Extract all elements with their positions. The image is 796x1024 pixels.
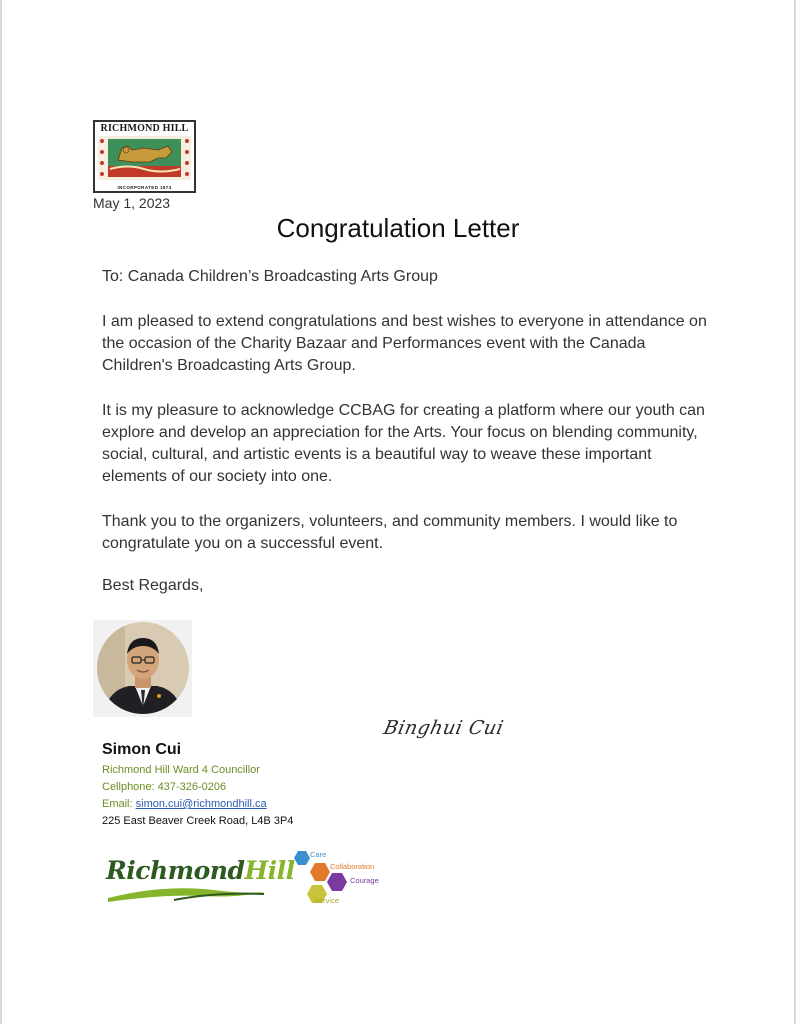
wordmark-richmond: Richmond xyxy=(106,856,245,885)
crest-emblem-icon xyxy=(98,136,191,180)
signer-phone: Cellphone: 437-326-0206 xyxy=(102,781,227,793)
crest-incorporated: INCORPORATED 1873 xyxy=(117,185,172,190)
wordmark-hill: Hill xyxy=(244,856,295,885)
body-paragraph: Thank you to the organizers, volunteers, and community members. I would like to congratulate you on a successful event. xyxy=(102,513,678,552)
portrait-photo xyxy=(93,620,192,717)
value-service: Service xyxy=(314,896,340,905)
richmond-hill-logo xyxy=(104,852,295,906)
handwritten-signature: Binghui Cui xyxy=(381,717,506,739)
value-care: Care xyxy=(310,850,327,859)
letter-date: May 1, 2023 xyxy=(93,195,171,211)
richmond-hill-crest xyxy=(93,120,196,193)
body-paragraph: It is my pleasure to acknowledge CCBAG for creating a platform where our youth can explore and develop an appreciation for the Arts. Your focus on blending community, social, cultural, and artistic events is a beautiful way to weave these important elements of our society into one. xyxy=(102,402,705,485)
person-portrait-icon xyxy=(95,620,191,717)
value-courage: Courage xyxy=(350,876,379,885)
email-link[interactable]: simon.cui@richmondhill.ca xyxy=(135,798,267,810)
richmond-hill-wordmark xyxy=(106,856,295,885)
signer-email-line xyxy=(102,797,267,811)
body-paragraph: I am pleased to extend congratulations and best wishes to everyone in attendance on the occasion of the Charity Bazaar and Performances event with the Canada Children's Broadcasting Arts Group. xyxy=(102,313,707,374)
signer-address: 225 East Beaver Creek Road, L4B 3P4 xyxy=(102,815,294,827)
page-edge-left xyxy=(0,0,2,1024)
recipient-line: To: Canada Children’s Broadcasting Arts Group xyxy=(102,268,438,285)
values-logo xyxy=(288,848,398,908)
value-collaboration: Collaboration xyxy=(330,862,375,871)
letter-title: Congratulation Letter xyxy=(276,213,520,243)
signer-name: Simon Cui xyxy=(102,741,182,758)
crest-title: RICHMOND HILL xyxy=(100,123,189,134)
signer-role: Richmond Hill Ward 4 Councillor xyxy=(102,764,260,776)
email-label: Email: xyxy=(102,798,136,810)
closing-line: Best Regards, xyxy=(102,577,204,594)
hexagon-cluster-icon xyxy=(288,848,398,908)
